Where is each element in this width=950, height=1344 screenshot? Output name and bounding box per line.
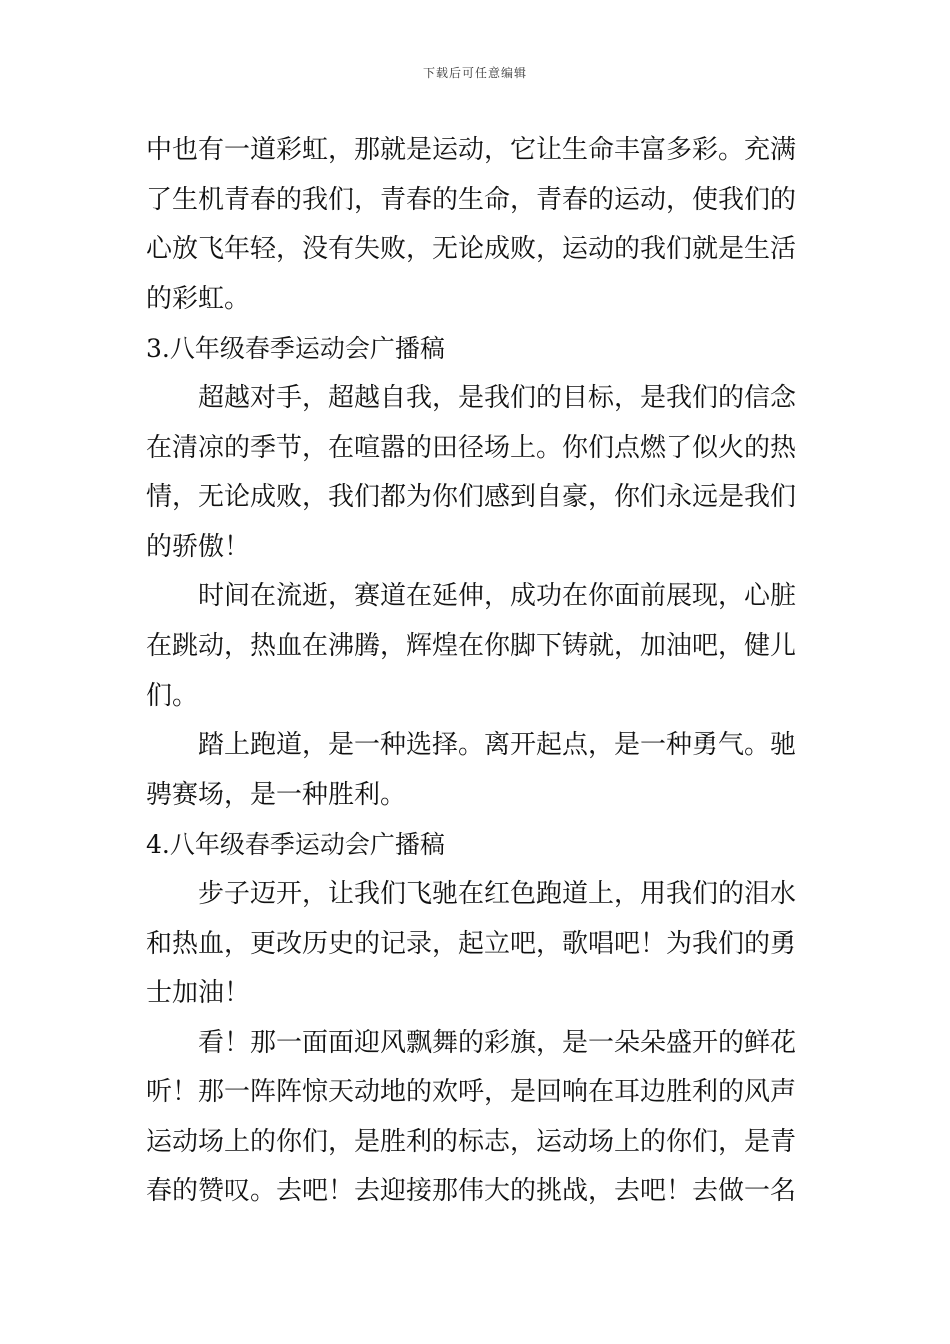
section-heading-4: 4.八年级春季运动会广播稿 xyxy=(146,830,445,860)
body-line: 在清凉的季节，在喧嚣的田径场上。你们点燃了似火的热 xyxy=(146,432,797,463)
body-line: 情，无论成败，我们都为你们感到自豪，你们永远是我们 xyxy=(146,482,797,513)
body-line: 了生机青春的我们，青春的生命，青春的运动，使我们的 xyxy=(146,184,797,215)
header-note: 下载后可任意编辑 xyxy=(422,66,527,80)
section-heading-3: 3.八年级春季运动会广播稿 xyxy=(146,334,445,364)
paragraph-start-line: 步子迈开，让我们飞驰在红色跑道上，用我们的泪水 xyxy=(198,878,797,909)
document-body xyxy=(146,126,806,1217)
body-line: 运动场上的你们，是胜利的标志，运动场上的你们，是青 xyxy=(146,1126,797,1157)
body-line: 中也有一道彩虹，那就是运动，它让生命丰富多彩。充满 xyxy=(146,135,797,165)
body-line: 骋赛场，是一种胜利。 xyxy=(146,779,407,810)
body-line: 们。 xyxy=(146,680,199,711)
body-line: 的彩虹。 xyxy=(146,283,251,314)
paragraph-start-line: 踏上跑道，是一种选择。离开起点，是一种勇气。驰 xyxy=(198,730,797,761)
body-line: 春的赞叹。去吧！去迎接那伟大的挑战，去吧！去做一名 xyxy=(146,1176,797,1207)
body-line: 士加油！ xyxy=(146,978,251,1009)
body-line: 和热血，更改历史的记录，起立吧，歌唱吧！为我们的勇 xyxy=(146,928,797,959)
paragraph-start-line: 看！那一面面迎风飘舞的彩旗，是一朵朵盛开的鲜花 xyxy=(198,1027,797,1058)
body-line: 心放飞年轻，没有失败，无论成败，运动的我们就是生活 xyxy=(146,234,797,265)
body-line: 听！那一阵阵惊天动地的欢呼，是回响在耳边胜利的风声 xyxy=(146,1077,797,1108)
paragraph-start-line: 时间在流逝，赛道在延伸，成功在你面前展现，心脏 xyxy=(198,581,797,612)
body-line: 的骄傲！ xyxy=(146,531,251,562)
body-line: 在跳动，热血在沸腾，辉煌在你脚下铸就，加油吧，健儿 xyxy=(146,630,797,661)
paragraph-start-line: 超越对手，超越自我，是我们的目标，是我们的信念 xyxy=(198,382,797,413)
